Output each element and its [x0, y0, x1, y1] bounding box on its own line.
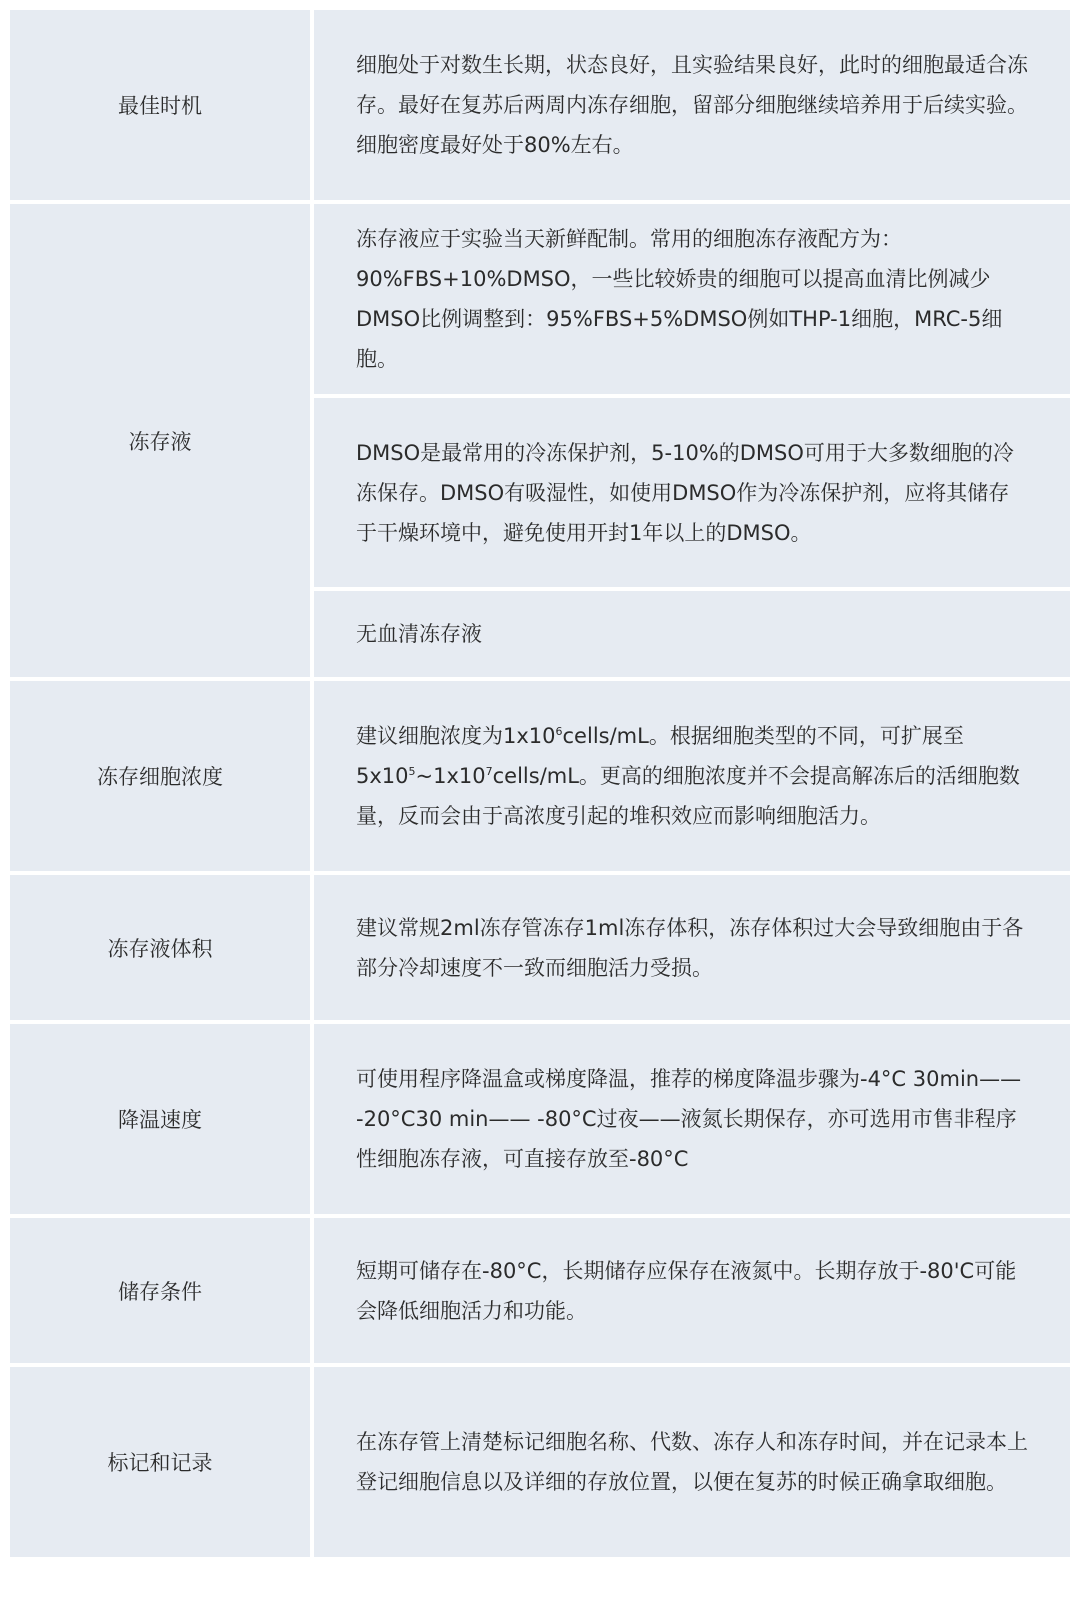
row-label: 冻存液 [10, 204, 310, 677]
content-cell [314, 10, 1070, 200]
table-row [10, 681, 1070, 871]
content-cell [314, 875, 1070, 1020]
row-content [314, 1367, 1070, 1557]
table-row [10, 1218, 1070, 1363]
content-text: 冻存液应于实验当天新鲜配制。常用的细胞冻存液配方为：90%FBS+10%DMSO，一些比较娇贵的细胞可以提高血清比例减少DMSO比例调整到：95%FBS+5%DMSO例如THP-1细胞，MRC-5细胞。 [356, 227, 1003, 371]
row-content [314, 875, 1070, 1020]
content-text: DMSO是最常用的冷冻保护剂，5-10%的DMSO可用于大多数细胞的冷冻保存。DMSO有吸湿性，如使用DMSO作为冷冻保护剂，应将其储存于干燥环境中，避免使用开封1年以上的DMSO。 [356, 440, 1014, 545]
content-cell [314, 1367, 1070, 1557]
row-content [314, 681, 1070, 871]
row-label: 标记和记录 [10, 1367, 310, 1557]
row-content [314, 1218, 1070, 1363]
content-text: 建议细胞浓度为$1x10^6cells/mL$。根据细胞类型的不同，可扩展至$5x10^5\sim 1x10^7cells/mL$。更高的细胞浓度并不会提高解冻后的活细胞数量，反而会由于高浓度引起的堆积效应而影响细胞活力。 [356, 724, 1020, 828]
content-text: 可使用程序降温盒或梯度降温，推荐的梯度降温步骤为-4°C 30min—— -20°C30 min—— -80°C过夜——液氮长期保存，亦可选用市售非程序性细胞冻存液，可直接存放至-80°C [356, 1067, 1022, 1171]
content-text: 在冻存管上清楚标记细胞名称、代数、冻存人和冻存时间，并在记录本上登记细胞信息以及详细的存放位置，以便在复苏的时候正确拿取细胞。 [356, 1430, 1028, 1494]
content-text: 无血清冻存液 [356, 622, 482, 646]
content-text: 细胞处于对数生长期，状态良好，且实验结果良好，此时的细胞最适合冻存。最好在复苏后两周内冻存细胞，留部分细胞继续培养用于后续实验。细胞密度最好处于80%左右。 [356, 53, 1028, 157]
content-cell [314, 398, 1070, 587]
row-label: 冻存细胞浓度 [10, 681, 310, 871]
content-text: 建议常规2ml冻存管冻存1ml冻存体积，冻存体积过大会导致细胞由于各部分冷却速度不一致而细胞活力受损。 [356, 915, 1024, 980]
row-label: 降温速度 [10, 1024, 310, 1214]
table-row [10, 1024, 1070, 1214]
content-cell [314, 204, 1070, 394]
table-row [10, 10, 1070, 200]
content-text: 短期可储存在-80°C，长期储存应保存在液氮中。长期存放于-80'C可能会降低细胞活力和功能。 [356, 1258, 1017, 1323]
table-row [10, 875, 1070, 1020]
content-cell [314, 681, 1070, 871]
info-table [10, 10, 1070, 1561]
content-cell [314, 1218, 1070, 1363]
content-cell [314, 591, 1070, 677]
row-label: 冻存液体积 [10, 875, 310, 1020]
row-label: 最佳时机 [10, 10, 310, 200]
table-row [10, 1367, 1070, 1557]
table-row [10, 204, 1070, 677]
row-content [314, 204, 1070, 677]
row-label: 储存条件 [10, 1218, 310, 1363]
row-content [314, 1024, 1070, 1214]
row-content [314, 10, 1070, 200]
content-cell [314, 1024, 1070, 1214]
